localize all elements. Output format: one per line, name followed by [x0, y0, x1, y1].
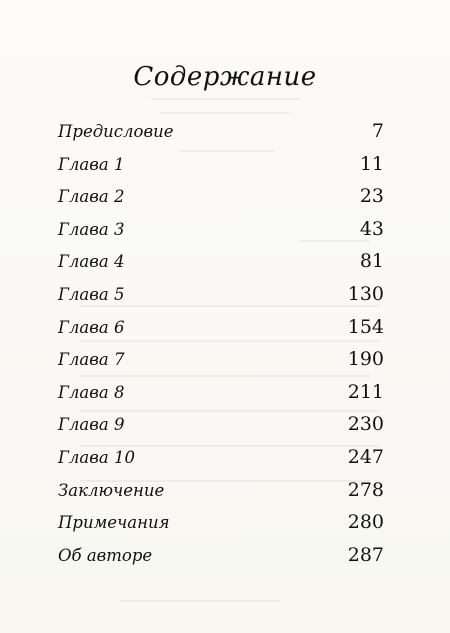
toc-entry-label: Глава 10	[58, 447, 135, 467]
toc-entry-page-number: 130	[347, 282, 384, 305]
toc-entry-page-number: 280	[347, 511, 384, 534]
toc-entry-page-number: 7	[371, 120, 384, 142]
toc-entry-page-number: 230	[347, 413, 384, 436]
bleed-through-mark	[160, 112, 290, 114]
toc-entry-label: Заключение	[58, 480, 165, 500]
toc-entry	[58, 250, 384, 283]
toc-entry	[58, 446, 384, 479]
toc-entry	[58, 348, 384, 381]
toc-entry-page-number: 81	[359, 250, 384, 273]
toc-entry	[58, 185, 384, 218]
toc-entry-page-number: 154	[347, 315, 384, 338]
toc-entry-label: Глава 7	[58, 350, 125, 370]
toc-entry	[58, 316, 384, 349]
toc-entry-page-number: 278	[347, 478, 384, 501]
toc-entry-label: Глава 1	[58, 154, 125, 174]
toc-entry-page-number: 287	[347, 543, 384, 566]
toc-entry-page-number: 23	[359, 185, 384, 208]
toc-entry-label: Примечания	[58, 513, 170, 533]
toc-entry-page-number: 247	[347, 445, 384, 468]
toc-entry-page-number: 211	[347, 380, 384, 403]
toc-entry-page-number: 43	[359, 217, 384, 240]
toc-entry-label: Глава 2	[58, 187, 125, 207]
toc-entry-label: Об авторе	[58, 545, 153, 565]
toc-entry	[58, 218, 384, 251]
toc-entry	[58, 153, 384, 186]
toc-entry-label: Предисловие	[58, 122, 174, 141]
table-of-contents	[58, 120, 384, 576]
toc-entry	[58, 544, 384, 577]
toc-entry-label: Глава 5	[58, 284, 125, 304]
toc-entry	[58, 120, 384, 153]
toc-entry-label: Глава 6	[58, 317, 125, 337]
toc-entry-label: Глава 4	[58, 252, 125, 272]
toc-entry	[58, 479, 384, 512]
toc-entry-label: Глава 8	[58, 382, 125, 402]
toc-entry-page-number: 11	[359, 152, 384, 175]
toc-entry-label: Глава 9	[58, 415, 125, 435]
toc-entry	[58, 413, 384, 446]
toc-entry-label: Глава 3	[58, 219, 125, 239]
bleed-through-mark	[150, 98, 300, 100]
toc-entry	[58, 511, 384, 544]
toc-entry	[58, 283, 384, 316]
bleed-through-mark	[120, 600, 280, 602]
page-title: Содержание	[133, 62, 317, 92]
toc-entry	[58, 381, 384, 414]
toc-entry-page-number: 190	[347, 348, 384, 371]
